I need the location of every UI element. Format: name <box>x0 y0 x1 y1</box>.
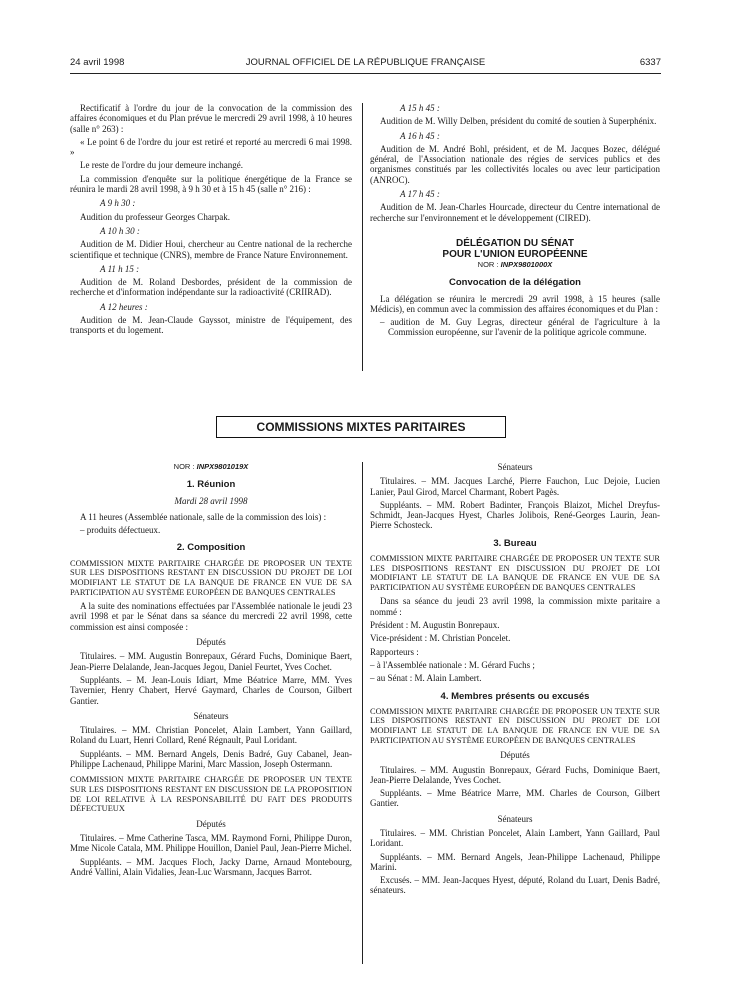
page-header <box>70 55 661 71</box>
time-heading: A 15 h 45 : <box>400 103 440 113</box>
reste-para: Le reste de l'ordre du jour demeure inchangé. <box>80 160 244 171</box>
commission-caption: COMMISSION MIXTE PARITAIRE CHARGÉE DE PROPOSER UN TEXTE SUR LES DISPOSITIONS RESTANT EN DISCUSSION DE LA PROPOSITION DE LOI RELATIVE À LA RESPONSABILITÉ DU FAIT DES PRODUITS DÉFECTUEUX <box>70 775 352 814</box>
members-para: Titulaires. – MM. Augustin Bonrepaux, Gérard Fuchs, Dominique Baert, Jean-Pierre Delalande, Jean-Jacques Jegou, Daniel Feurtet, Yves Cochet. <box>70 651 352 672</box>
audition-para: Audition de M. André Bohl, président, et de M. Jacques Bozec, délégué général, de l'Association nationale des régies de services publics et des organismes constitués par les collectivités locales ou avec leur participation (ANROC). <box>370 143 660 185</box>
members-para: Titulaires. – MM. Augustin Bonrepaux, Gérard Fuchs, Dominique Baert, Jean-Pierre Delalande, Yves Cochet. <box>370 764 660 785</box>
section-heading-bureau: 3. Bureau <box>493 537 537 549</box>
convocation-heading: Convocation de la délégation <box>449 277 581 289</box>
group-heading-senateurs: Sénateurs <box>193 710 229 721</box>
members-para: Suppléants. – MM. Bernard Angels, Denis Badré, Guy Cabanel, Jean-Philippe Lachenaud, Philippe Marini, Marc Massion, Joseph Ostermann. <box>70 748 352 770</box>
section-banner: COMMISSIONS MIXTES PARITAIRES <box>216 416 506 438</box>
time-heading: A 10 h 30 : <box>100 225 140 236</box>
header-rule <box>70 73 661 74</box>
section-heading-membres: 4. Membres présents ou excusés <box>440 690 590 702</box>
audition-para: Audition du professeur Georges Charpak. <box>80 211 231 222</box>
time-heading: A 17 h 45 : <box>400 189 440 200</box>
time-heading: A 16 h 45 : <box>400 130 440 141</box>
section-heading-composition: 2. Composition <box>176 542 246 554</box>
audition-item: – audition de M. Guy Legras, directeur général de l'agriculture à la Commission européenne, sur l'avenir de la politique agricole commune. <box>380 317 660 338</box>
audition-para: Audition de M. Jean-Charles Hourcade, directeur du Centre international de recherche sur l'environnement et le développement (CIRED). <box>370 202 660 223</box>
members-para: Suppléants. – MM. Robert Badinter, François Blaizot, Michel Dreyfus-Schmidt, Jean-Jacques Hyest, Charles Jolibois, René-Georges Laurin, Jean-Pierre Schosteck. <box>370 499 660 531</box>
members-para: Suppléants. – MM. Bernard Angels, Jean-Philippe Lachenaud, Philippe Marini. <box>370 851 660 872</box>
delegation-title-2: POUR L'UNION EUROPÉENNE <box>442 248 588 260</box>
nor-reference: NOR : INPX9801019X <box>173 462 249 471</box>
group-heading-deputes: Députés <box>196 818 226 829</box>
time-heading: A 12 heures : <box>100 301 148 312</box>
bottom-right-column <box>370 462 660 899</box>
rapporteur-senat: – au Sénat : M. Alain Lambert. <box>370 673 482 684</box>
delegation-title-1: DÉLÉGATION DU SÉNAT <box>456 237 574 249</box>
members-para: Titulaires. – MM. Christian Poncelet, Alain Lambert, Yann Gaillard, Paul Loridant. <box>370 827 660 849</box>
rapporteur-an: – à l'Assemblée nationale : M. Gérard Fuchs ; <box>370 659 535 670</box>
top-right-column <box>370 103 660 341</box>
members-para: Suppléants. – MM. Jacques Floch, Jacky Darne, Arnaud Montebourg, André Vallini, Alain Vidalies, Jean-Luc Warsmann, Jacques Barrot. <box>70 856 352 877</box>
agenda-item: – produits défectueux. <box>80 525 161 536</box>
section-heading-reunion: 1. Réunion <box>186 479 236 491</box>
members-para: Suppléants. – M. Jean-Louis Idiart, Mme Béatrice Marre, MM. Yves Tavernier, Henry Chabert, Hervé Gaymard, Charles de Courson, Gilbert Gantier. <box>70 674 352 706</box>
group-heading-senateurs: Sénateurs <box>497 462 533 472</box>
column-divider <box>362 462 363 964</box>
rectificatif-para: Rectificatif à l'ordre du jour de la convocation de la commission des affaires économiques et du Plan prévue le mercredi 29 avril 1998, à 10 heures (salle n° 263) : <box>70 103 352 134</box>
commission-caption: COMMISSION MIXTE PARITAIRE CHARGÉE DE PROPOSER UN TEXTE SUR LES DISPOSITIONS RESTANT EN DISCUSSION DU PROJET DE LOI MODIFIANT LE STATUT DE LA BANQUE DE FRANCE EN VUE DE SA PARTICIPATION AU SYSTÈME EUROPÉEN DE BANQUES CENTRALES <box>370 554 660 592</box>
time-heading: A 9 h 30 : <box>100 198 136 209</box>
header-date: 24 avril 1998 <box>70 57 125 68</box>
nor-reference: NOR : INPX9801000X <box>477 259 553 269</box>
vice-president-line: Vice-président : M. Christian Poncelet. <box>370 633 511 644</box>
top-left-column <box>70 103 352 339</box>
members-para: Titulaires. – MM. Christian Poncelet, Alain Lambert, Yann Gaillard, Roland du Luart, Henri Collard, René Régnault, Paul Loridant. <box>70 725 352 746</box>
group-heading-deputes: Députés <box>196 637 226 648</box>
members-para: Titulaires. – Mme Catherine Tasca, MM. Raymond Forni, Philippe Duron, Mme Nicole Catala, MM. Philippe Houillon, Daniel Paul, Jean-Pierre Michel. <box>70 832 352 854</box>
bureau-para: Dans sa séance du jeudi 23 avril 1998, la commission mixte paritaire a nommé : <box>370 596 660 617</box>
nominations-para: A la suite des nominations effectuées par l'Assemblée nationale le jeudi 23 avril 1998 et par le Sénat dans sa séance du mercredi 22 avril 1998, cette commission est ainsi composée : <box>70 601 352 632</box>
journal-title: JOURNAL OFFICIEL DE LA RÉPUBLIQUE FRANÇAISE <box>245 57 486 68</box>
point-6-para: « Le point 6 de l'ordre du jour est retiré et reporté au mercredi 6 mai 1998. » <box>70 136 352 158</box>
page-number: 6337 <box>639 57 661 68</box>
audition-para: Audition de M. Jean-Claude Gayssot, ministre de l'équipement, des transports et du logement. <box>70 315 352 336</box>
time-heading: A 11 h 15 : <box>100 263 140 274</box>
commission-enquete-para: La commission d'enquête sur la politique énergétique de la France se réunira le mardi 28 avril 1998, à 9 h 30 et à 15 h 45 (salle n° 216) : <box>70 173 352 195</box>
audition-para: Audition de M. Willy Delben, président du comité de soutien à Superphénix. <box>380 116 657 127</box>
group-heading-deputes: Députés <box>500 750 530 761</box>
members-para: Titulaires. – MM. Jacques Larché, Pierre Fauchon, Luc Dejoie, Lucien Lanier, Paul Girod, Marcel Charmant, Robert Pagès. <box>370 476 660 497</box>
rapporteurs-line: Rapporteurs : <box>370 646 419 657</box>
audition-para: Audition de M. Roland Desbordes, président de la commission de recherche et d'information indépendante sur la radioactivité (CRIIRAD). <box>70 277 352 298</box>
column-divider <box>362 103 363 371</box>
members-para: Suppléants. – Mme Béatrice Marre, MM. Charles de Courson, Gilbert Gantier. <box>370 788 660 809</box>
bottom-left-column <box>70 462 352 880</box>
meeting-para: A 11 heures (Assemblée nationale, salle de la commission des lois) : <box>80 511 327 522</box>
commission-caption: COMMISSION MIXTE PARITAIRE CHARGÉE DE PROPOSER UN TEXTE SUR LES DISPOSITIONS RESTANT EN DISCUSSION DU PROJET DE LOI MODIFIANT LE STATUT DE LA BANQUE DE FRANCE EN VUE DE SA PARTICIPATION AU SYSTÈME EUROPÉEN DE BANQUES CENTRALES <box>370 706 660 745</box>
audition-para: Audition de M. Didier Houi, chercheur au Centre national de la recherche scientifique et technique (CNRS), membre de France Nature Environnement. <box>70 239 352 260</box>
excuses-para: Excusés. – MM. Jean-Jacques Hyest, député, Roland du Luart, Denis Badré, sénateurs. <box>370 875 660 896</box>
delegation-para: La délégation se réunira le mercredi 29 avril 1998, à 15 heures (salle Médicis), en commun avec la commission des affaires économiques et du Plan : <box>370 293 660 314</box>
group-heading-senateurs: Sénateurs <box>497 813 533 824</box>
commission-caption: COMMISSION MIXTE PARITAIRE CHARGÉE DE PROPOSER UN TEXTE SUR LES DISPOSITIONS RESTANT EN DISCUSSION DU PROJET DE LOI MODIFIANT LE STATUT DE LA BANQUE DE FRANCE EN VUE DE SA PARTICIPATION AU SYSTÈME EUROPÉEN DE BANQUES CENTRALES <box>70 558 352 597</box>
meeting-date: Mardi 28 avril 1998 <box>174 495 248 506</box>
president-line: Président : M. Augustin Bonrepaux. <box>370 620 500 631</box>
